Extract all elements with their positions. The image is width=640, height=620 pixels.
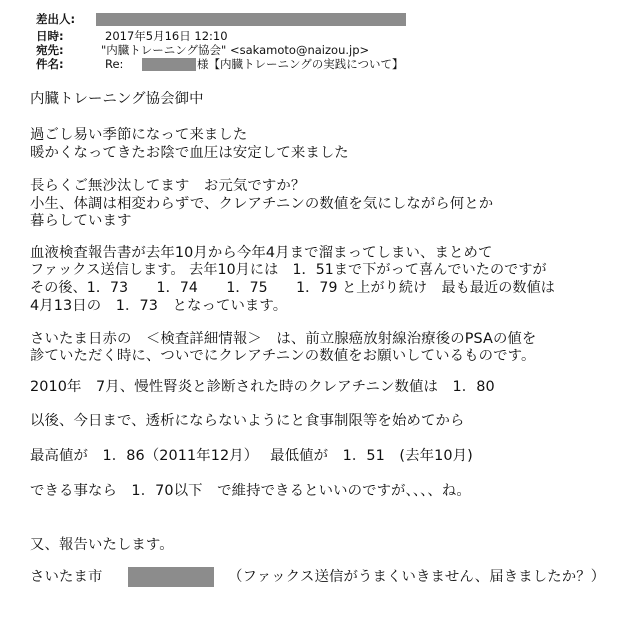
- signature-note: （ファックス送信がうまくいきません、届きましたか？）: [228, 569, 606, 585]
- body-line: 最高値が 1．86（2011年12月） 最低値が 1．51 (去年10月): [30, 448, 473, 464]
- date-label: 日時:: [36, 29, 64, 43]
- date-value: 2017年5月16日 12:10: [105, 29, 228, 43]
- subject-suffix: 様【内臓トレーニングの実践について】: [197, 57, 404, 71]
- body-line: その後、1．73 1．74 1．75 1．79 と上がり続け 最も最近の数値は: [30, 280, 555, 296]
- from-label: 差出人:: [36, 12, 76, 26]
- body-line: 暖かくなってきたお陰で血圧は安定して来ました: [30, 145, 349, 161]
- body-line: できる事なら 1．70以下 で維持できるといいのですが、、、、ね。: [30, 483, 471, 499]
- redacted-subject-name: [142, 58, 196, 71]
- to-label: 宛先:: [36, 43, 64, 57]
- body-line: 血液検査報告書が去年10月から今年4月まで溜まってしまい、まとめて: [30, 245, 493, 261]
- body-line: 4月13日の 1．73 となっています。: [30, 298, 288, 314]
- body-line: ファックス送信します。 去年10月には 1．51まで下がって喜んでいたのですが: [30, 262, 547, 278]
- signature-city: さいたま市: [30, 569, 103, 585]
- redacted-sender: [96, 13, 406, 26]
- subject-label: 件名:: [36, 57, 64, 71]
- body-line: さいたま日赤の ＜検査詳細情報＞ は、前立腺癌放射線治療後のPSAの値を: [30, 331, 537, 347]
- body-line: 診ていただく時に、ついでにクレアチニンの数値をお願いしているものです。: [30, 348, 536, 364]
- body-line: 暮らしています: [30, 213, 132, 229]
- body-line: 2010年 7月、慢性腎炎と診断された時のクレアチニン数値は 1．80: [30, 379, 495, 395]
- closing-line: 又、報告いたします。: [30, 537, 174, 553]
- subject-prefix: Re:: [105, 57, 124, 71]
- body-line: 以後、今日まで、透析にならないようにと食事制限等を始めてから: [30, 413, 465, 429]
- salutation-line: 内臓トレーニング協会御中: [30, 91, 204, 107]
- redacted-signature-name: [128, 567, 214, 587]
- body-line: 小生、体調は相変わらずで、クレアチニンの数値を気にしながら何とか: [30, 196, 494, 212]
- to-value: "内臓トレーニング協会" <sakamoto@naizou.jp>: [101, 43, 370, 57]
- body-line: 長らくご無沙汰してます お元気ですか？: [30, 178, 306, 194]
- body-line: 過ごし易い季節になって来ました: [30, 127, 248, 143]
